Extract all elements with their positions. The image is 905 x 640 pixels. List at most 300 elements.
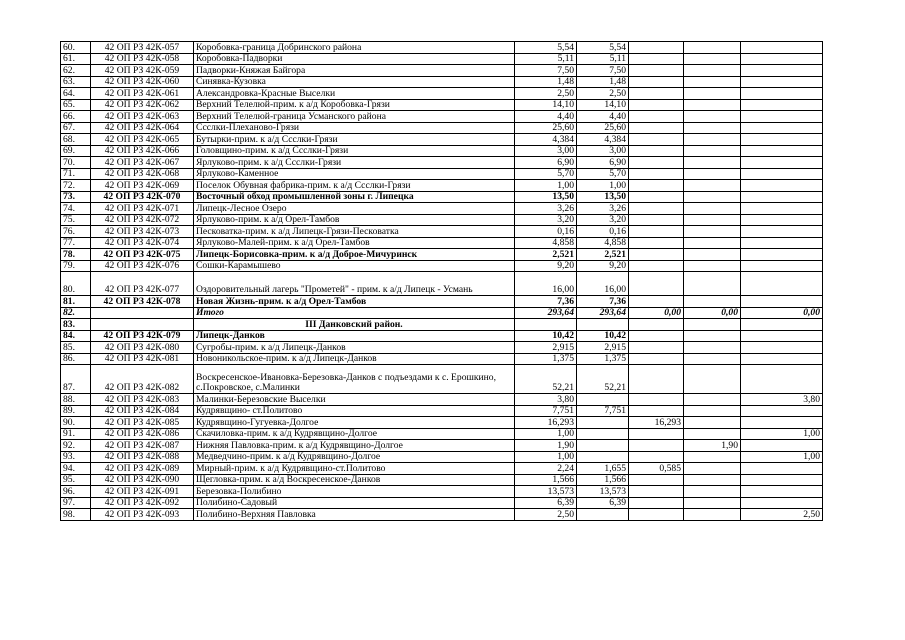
row-number-cell: 65. (61, 99, 91, 111)
road-name-cell: Полибино-Садовый (194, 497, 515, 509)
length-col-e-cell (741, 168, 823, 180)
length-col-e-cell (741, 111, 823, 123)
length-col-c-cell (629, 509, 684, 521)
road-code-cell: 42 ОП РЗ 42К-087 (91, 440, 194, 452)
length-col-b-cell: 1,48 (577, 76, 629, 88)
road-code-cell: 42 ОП РЗ 42К-060 (91, 76, 194, 88)
row-number-cell: 67. (61, 122, 91, 134)
length-total-cell: 14,10 (515, 99, 577, 111)
length-col-c-cell (629, 486, 684, 498)
length-col-d-cell (684, 272, 741, 296)
table-row (61, 145, 823, 157)
length-col-d-cell (684, 417, 741, 429)
length-col-c-cell (629, 145, 684, 157)
road-code-cell: 42 ОП РЗ 42К-083 (91, 394, 194, 406)
length-col-c-cell: 0,585 (629, 463, 684, 475)
length-total-cell: 1,00 (515, 451, 577, 463)
length-col-e-cell (741, 76, 823, 88)
length-col-e-cell (741, 463, 823, 475)
table-row (61, 88, 823, 100)
road-name-cell: Коробовка-граница Добринского района (194, 42, 515, 54)
length-col-d-cell (684, 365, 741, 394)
length-col-b-cell: 0,16 (577, 226, 629, 238)
length-col-c-cell (629, 342, 684, 354)
road-name-cell: Головщино-прим. к а/д Ссслки-Грязи (194, 145, 515, 157)
road-code-cell: 42 ОП РЗ 42К-093 (91, 509, 194, 521)
row-number-cell: 81. (61, 296, 91, 308)
length-total-cell: 13,50 (515, 191, 577, 203)
length-col-d-cell (684, 342, 741, 354)
length-col-d-cell (684, 451, 741, 463)
length-col-b-cell: 1,566 (577, 474, 629, 486)
road-name-cell: III Данковский район. (194, 319, 515, 331)
road-name-cell: Ярлуково-Каменное (194, 168, 515, 180)
length-col-e-cell (741, 237, 823, 249)
length-col-e-cell (741, 330, 823, 342)
road-name-cell: Синявка-Кузовка (194, 76, 515, 88)
length-col-d-cell (684, 394, 741, 406)
road-code-cell: 42 ОП РЗ 42К-073 (91, 226, 194, 238)
row-number-cell: 79. (61, 260, 91, 272)
length-total-cell: 3,80 (515, 394, 577, 406)
length-col-d-cell (684, 486, 741, 498)
row-number-cell: 77. (61, 237, 91, 249)
road-code-cell: 42 ОП РЗ 42К-074 (91, 237, 194, 249)
length-col-e-cell (741, 42, 823, 54)
length-total-cell: 4,40 (515, 111, 577, 123)
table-row (61, 99, 823, 111)
length-col-d-cell (684, 237, 741, 249)
length-col-d-cell (684, 145, 741, 157)
table-row (61, 214, 823, 226)
road-code-cell: 42 ОП РЗ 42К-058 (91, 53, 194, 65)
length-col-b-cell: 13,50 (577, 191, 629, 203)
road-code-cell: 42 ОП РЗ 42К-088 (91, 451, 194, 463)
length-total-cell: 6,39 (515, 497, 577, 509)
length-col-b-cell: 2,50 (577, 88, 629, 100)
length-col-b-cell: 3,26 (577, 203, 629, 215)
length-col-e-cell (741, 474, 823, 486)
length-col-e-cell (741, 122, 823, 134)
length-col-d-cell (684, 168, 741, 180)
length-total-cell: 1,00 (515, 180, 577, 192)
road-name-cell: Мирный-прим. к а/д Кудрявщино-ст.Политово (194, 463, 515, 475)
road-name-cell: Сошки-Карамышево (194, 260, 515, 272)
row-number-cell: 75. (61, 214, 91, 226)
road-code-cell: 42 ОП РЗ 42К-086 (91, 428, 194, 440)
road-code-cell: 42 ОП РЗ 42К-059 (91, 65, 194, 77)
road-name-cell: Ссслки-Плеханово-Грязи (194, 122, 515, 134)
length-col-d-cell (684, 99, 741, 111)
length-col-c-cell (629, 260, 684, 272)
road-name-cell: Ярлуково-Малей-прим. к а/д Орел-Тамбов (194, 237, 515, 249)
length-col-e-cell (741, 440, 823, 452)
length-col-b-cell: 10,42 (577, 330, 629, 342)
length-col-d-cell (684, 122, 741, 134)
road-name-cell: Щегловка-прим. к а/д Воскресенское-Данков (194, 474, 515, 486)
length-col-c-cell (629, 168, 684, 180)
road-code-cell: 42 ОП РЗ 42К-062 (91, 99, 194, 111)
row-number-cell: 73. (61, 191, 91, 203)
length-total-cell: 25,60 (515, 122, 577, 134)
length-col-b-cell: 3,20 (577, 214, 629, 226)
row-number-cell: 71. (61, 168, 91, 180)
row-number-cell: 78. (61, 249, 91, 261)
road-code-cell (91, 319, 194, 331)
length-col-e-cell (741, 157, 823, 169)
table-row (61, 296, 823, 308)
table-row (61, 319, 823, 331)
road-code-cell: 42 ОП РЗ 42К-091 (91, 486, 194, 498)
length-col-d-cell (684, 319, 741, 331)
table-row (61, 330, 823, 342)
road-code-cell: 42 ОП РЗ 42К-070 (91, 191, 194, 203)
row-number-cell: 63. (61, 76, 91, 88)
length-col-b-cell: 4,384 (577, 134, 629, 146)
length-col-e-cell (741, 342, 823, 354)
length-col-c-cell: 0,00 (629, 307, 684, 319)
length-col-b-cell (577, 319, 629, 331)
length-col-b-cell: 1,375 (577, 353, 629, 365)
row-number-cell: 93. (61, 451, 91, 463)
length-total-cell: 2,50 (515, 88, 577, 100)
length-col-e-cell (741, 260, 823, 272)
length-col-e-cell: 3,80 (741, 394, 823, 406)
table-row (61, 307, 823, 319)
length-total-cell (515, 319, 577, 331)
length-total-cell: 7,751 (515, 405, 577, 417)
table-body (61, 42, 823, 521)
table-row (61, 486, 823, 498)
length-total-cell: 1,48 (515, 76, 577, 88)
length-col-d-cell (684, 214, 741, 226)
length-col-c-cell (629, 330, 684, 342)
road-code-cell: 42 ОП РЗ 42К-061 (91, 88, 194, 100)
row-number-cell: 94. (61, 463, 91, 475)
length-col-d-cell (684, 296, 741, 308)
length-total-cell: 2,24 (515, 463, 577, 475)
length-total-cell: 13,573 (515, 486, 577, 498)
length-col-e-cell: 1,00 (741, 451, 823, 463)
length-col-e-cell (741, 191, 823, 203)
length-col-b-cell (577, 440, 629, 452)
road-code-cell: 42 ОП РЗ 42К-089 (91, 463, 194, 475)
length-total-cell: 16,293 (515, 417, 577, 429)
length-col-d-cell (684, 76, 741, 88)
row-number-cell: 84. (61, 330, 91, 342)
length-col-c-cell (629, 180, 684, 192)
table-row (61, 394, 823, 406)
length-col-c-cell (629, 296, 684, 308)
road-name-cell: Полибино-Верхняя Павловка (194, 509, 515, 521)
length-total-cell: 5,70 (515, 168, 577, 180)
road-code-cell: 42 ОП РЗ 42К-067 (91, 157, 194, 169)
length-col-c-cell (629, 497, 684, 509)
road-name-cell: Липецк-Данков (194, 330, 515, 342)
table-row (61, 134, 823, 146)
length-col-d-cell (684, 191, 741, 203)
table-row (61, 440, 823, 452)
length-total-cell: 4,384 (515, 134, 577, 146)
length-total-cell: 1,90 (515, 440, 577, 452)
row-number-cell: 97. (61, 497, 91, 509)
road-code-cell: 42 ОП РЗ 42К-092 (91, 497, 194, 509)
row-number-cell: 85. (61, 342, 91, 354)
length-col-b-cell (577, 417, 629, 429)
length-col-e-cell (741, 180, 823, 192)
length-col-d-cell (684, 330, 741, 342)
length-col-e-cell (741, 88, 823, 100)
length-col-e-cell (741, 214, 823, 226)
length-col-d-cell (684, 497, 741, 509)
road-name-cell: Ярлуково-прим. к а/д Ссслки-Грязи (194, 157, 515, 169)
table-row (61, 65, 823, 77)
length-col-d-cell (684, 111, 741, 123)
road-code-cell: 42 ОП РЗ 42К-057 (91, 42, 194, 54)
length-col-d-cell (684, 226, 741, 238)
length-col-c-cell (629, 214, 684, 226)
road-code-cell: 42 ОП РЗ 42К-068 (91, 168, 194, 180)
length-col-d-cell (684, 203, 741, 215)
length-col-c-cell (629, 440, 684, 452)
road-code-cell: 42 ОП РЗ 42К-075 (91, 249, 194, 261)
length-col-b-cell: 5,54 (577, 42, 629, 54)
row-number-cell: 69. (61, 145, 91, 157)
table-row (61, 42, 823, 54)
length-total-cell: 3,26 (515, 203, 577, 215)
road-code-cell: 42 ОП РЗ 42К-063 (91, 111, 194, 123)
length-col-c-cell (629, 405, 684, 417)
row-number-cell: 64. (61, 88, 91, 100)
length-col-b-cell: 6,90 (577, 157, 629, 169)
road-name-cell: Поселок Обувная фабрика-прим. к а/д Ссслки-Грязи (194, 180, 515, 192)
length-col-d-cell (684, 42, 741, 54)
length-total-cell: 5,11 (515, 53, 577, 65)
length-col-b-cell: 1,00 (577, 180, 629, 192)
road-code-cell: 42 ОП РЗ 42К-076 (91, 260, 194, 272)
table-row (61, 53, 823, 65)
length-col-b-cell: 3,00 (577, 145, 629, 157)
road-name-cell: Ярлуково-прим. к а/д Орел-Тамбов (194, 214, 515, 226)
table-row (61, 122, 823, 134)
length-col-d-cell (684, 180, 741, 192)
length-col-d-cell (684, 474, 741, 486)
length-col-c-cell (629, 76, 684, 88)
row-number-cell: 66. (61, 111, 91, 123)
road-code-cell: 42 ОП РЗ 42К-080 (91, 342, 194, 354)
table-row (61, 474, 823, 486)
road-name-cell: Медведчино-прим. к а/д Кудрявщино-Долгое (194, 451, 515, 463)
length-col-e-cell (741, 353, 823, 365)
table-row (61, 463, 823, 475)
length-col-c-cell (629, 111, 684, 123)
length-total-cell: 9,20 (515, 260, 577, 272)
length-col-c-cell (629, 319, 684, 331)
table-row (61, 111, 823, 123)
length-col-e-cell (741, 296, 823, 308)
length-col-b-cell: 25,60 (577, 122, 629, 134)
row-number-cell: 88. (61, 394, 91, 406)
length-col-b-cell: 13,573 (577, 486, 629, 498)
road-name-cell: Итого (194, 307, 515, 319)
length-total-cell: 4,858 (515, 237, 577, 249)
row-number-cell: 83. (61, 319, 91, 331)
length-total-cell: 1,375 (515, 353, 577, 365)
road-code-cell: 42 ОП РЗ 42К-064 (91, 122, 194, 134)
row-number-cell: 72. (61, 180, 91, 192)
road-name-cell: Малинки-Березовские Выселки (194, 394, 515, 406)
length-col-c-cell: 16,293 (629, 417, 684, 429)
table-row (61, 405, 823, 417)
table-row (61, 226, 823, 238)
row-number-cell: 82. (61, 307, 91, 319)
length-col-c-cell (629, 249, 684, 261)
road-name-cell: Новоникольское-прим. к а/д Липецк-Данков (194, 353, 515, 365)
road-name-cell: Восточный обход промышленной зоны г. Липецка (194, 191, 515, 203)
row-number-cell: 60. (61, 42, 91, 54)
length-col-e-cell (741, 65, 823, 77)
table-row (61, 342, 823, 354)
table-row (61, 272, 823, 296)
row-number-cell: 86. (61, 353, 91, 365)
row-number-cell: 89. (61, 405, 91, 417)
length-col-d-cell (684, 249, 741, 261)
length-col-b-cell: 2,915 (577, 342, 629, 354)
length-col-e-cell (741, 99, 823, 111)
road-name-cell: Сугробы-прим. к а/д Липецк-Данков (194, 342, 515, 354)
row-number-cell: 80. (61, 272, 91, 296)
road-name-cell: Падворки-Княжая Байгора (194, 65, 515, 77)
length-total-cell: 293,64 (515, 307, 577, 319)
length-col-b-cell: 5,70 (577, 168, 629, 180)
row-number-cell: 90. (61, 417, 91, 429)
length-col-e-cell (741, 319, 823, 331)
length-col-c-cell (629, 365, 684, 394)
road-code-cell: 42 ОП РЗ 42К-071 (91, 203, 194, 215)
length-col-b-cell (577, 451, 629, 463)
length-total-cell: 52,21 (515, 365, 577, 394)
length-col-b-cell (577, 428, 629, 440)
length-col-d-cell (684, 353, 741, 365)
length-col-c-cell (629, 122, 684, 134)
length-col-c-cell (629, 272, 684, 296)
table-row (61, 237, 823, 249)
roads-table (60, 41, 823, 521)
length-col-c-cell (629, 451, 684, 463)
road-name-cell: Липецк-Борисовка-прим. к а/д Доброе-Мичуринск (194, 249, 515, 261)
road-name-cell: Липецк-Лесное Озеро (194, 203, 515, 215)
length-col-d-cell (684, 134, 741, 146)
row-number-cell: 95. (61, 474, 91, 486)
length-col-e-cell (741, 53, 823, 65)
length-col-d-cell (684, 463, 741, 475)
road-code-cell (91, 307, 194, 319)
length-col-e-cell (741, 134, 823, 146)
length-total-cell: 1,00 (515, 428, 577, 440)
length-col-d-cell: 1,90 (684, 440, 741, 452)
road-name-cell: Бутырки-прим. к а/д Ссслки-Грязи (194, 134, 515, 146)
length-col-d-cell: 0,00 (684, 307, 741, 319)
road-name-cell: Верхний Телелюй-граница Усманского района (194, 111, 515, 123)
road-name-cell: Песковатка-прим. к а/д Липецк-Грязи-Песковатка (194, 226, 515, 238)
table-row (61, 180, 823, 192)
road-name-cell: Скачиловка-прим. к а/д Кудрявщино-Долгое (194, 428, 515, 440)
length-col-e-cell (741, 486, 823, 498)
length-col-e-cell (741, 405, 823, 417)
table-row (61, 497, 823, 509)
road-name-cell: Александровка-Красные Выселки (194, 88, 515, 100)
length-total-cell: 3,20 (515, 214, 577, 226)
length-col-b-cell (577, 394, 629, 406)
length-col-e-cell: 1,00 (741, 428, 823, 440)
length-col-b-cell: 7,36 (577, 296, 629, 308)
length-col-b-cell: 16,00 (577, 272, 629, 296)
row-number-cell: 70. (61, 157, 91, 169)
table-row (61, 365, 823, 394)
length-col-c-cell (629, 53, 684, 65)
length-col-e-cell (741, 203, 823, 215)
length-col-e-cell (741, 497, 823, 509)
row-number-cell: 61. (61, 53, 91, 65)
length-col-b-cell: 14,10 (577, 99, 629, 111)
road-name-cell: Кудрявщино-Гугуевка-Долгое (194, 417, 515, 429)
road-code-cell: 42 ОП РЗ 42К-082 (91, 365, 194, 394)
length-col-c-cell (629, 203, 684, 215)
length-col-b-cell: 6,39 (577, 497, 629, 509)
road-code-cell: 42 ОП РЗ 42К-084 (91, 405, 194, 417)
road-code-cell: 42 ОП РЗ 42К-072 (91, 214, 194, 226)
length-col-e-cell: 0,00 (741, 307, 823, 319)
length-col-b-cell: 5,11 (577, 53, 629, 65)
road-code-cell: 42 ОП РЗ 42К-065 (91, 134, 194, 146)
length-col-c-cell (629, 65, 684, 77)
road-name-cell: Новая Жизнь-прим. к а/д Орел-Тамбов (194, 296, 515, 308)
length-col-e-cell (741, 417, 823, 429)
length-col-c-cell (629, 226, 684, 238)
length-total-cell: 2,50 (515, 509, 577, 521)
row-number-cell: 87. (61, 365, 91, 394)
length-col-c-cell (629, 191, 684, 203)
length-col-b-cell: 9,20 (577, 260, 629, 272)
road-code-cell: 42 ОП РЗ 42К-066 (91, 145, 194, 157)
length-col-c-cell (629, 88, 684, 100)
length-col-c-cell (629, 394, 684, 406)
length-total-cell: 0,16 (515, 226, 577, 238)
length-col-c-cell (629, 42, 684, 54)
length-col-d-cell (684, 65, 741, 77)
table-row (61, 451, 823, 463)
length-col-b-cell: 4,858 (577, 237, 629, 249)
length-col-e-cell (741, 145, 823, 157)
road-code-cell: 42 ОП РЗ 42К-078 (91, 296, 194, 308)
table-row (61, 157, 823, 169)
length-total-cell: 7,50 (515, 65, 577, 77)
length-col-c-cell (629, 157, 684, 169)
road-name-cell: Коробовка-Падворки (194, 53, 515, 65)
length-col-e-cell (741, 365, 823, 394)
length-col-c-cell (629, 99, 684, 111)
road-name-cell: Нижняя Павловка-прим. к а/д Кудрявщино-Долгое (194, 440, 515, 452)
length-col-b-cell: 1,655 (577, 463, 629, 475)
length-col-e-cell (741, 249, 823, 261)
table-row (61, 76, 823, 88)
length-col-c-cell (629, 134, 684, 146)
row-number-cell: 74. (61, 203, 91, 215)
length-col-d-cell (684, 260, 741, 272)
length-total-cell: 3,00 (515, 145, 577, 157)
road-code-cell: 42 ОП РЗ 42К-081 (91, 353, 194, 365)
row-number-cell: 96. (61, 486, 91, 498)
